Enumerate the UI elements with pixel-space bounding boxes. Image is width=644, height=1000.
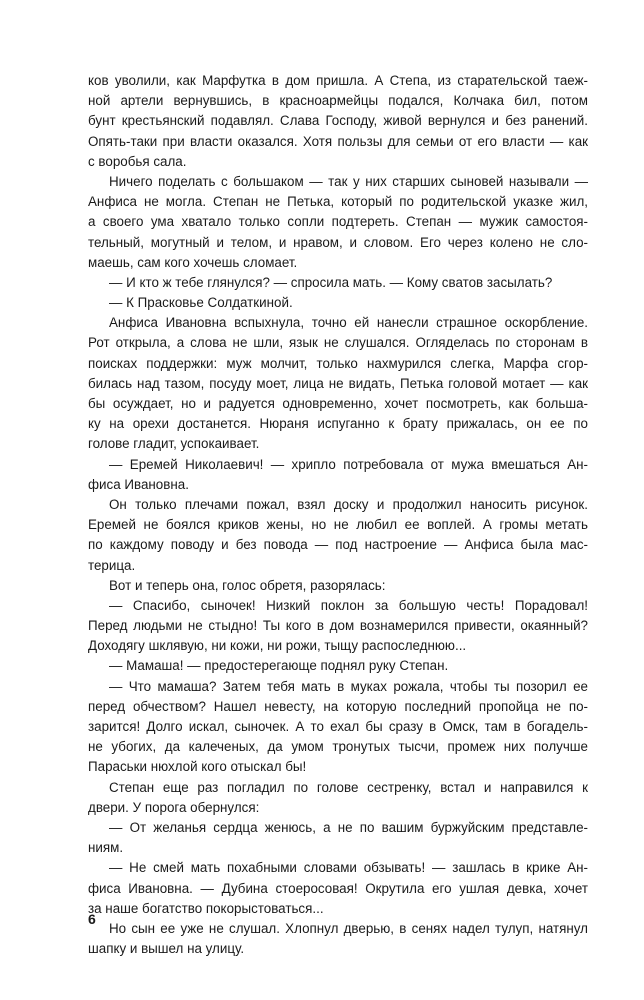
text-line: ниям. <box>88 840 124 856</box>
text-line: — К Прасковье Солдаткиной. <box>109 295 293 311</box>
text-line: Рот открыла, а слова не шли, язык не слушался. Огляделась по сторонам в <box>88 335 588 351</box>
text-line: — Не смей мать похабными словами обзывать! — зашлась в крике Ан- <box>109 860 588 876</box>
text-line: а своего ума хватало только сопли подтереть. Степан — мужик самостоя- <box>88 214 588 230</box>
text-line: ков уволили, как Марфутка в дом пришла. А Степа, из старательской таеж- <box>88 73 588 88</box>
text-line: Вот и теперь она, голос обретя, разорялась: <box>109 577 386 593</box>
text-line: — Спасибо, сыночек! Низкий поклон за большую честь! Порадовал! <box>109 597 588 613</box>
text-line: поисках поддержки: муж молчит, только нахмурился слегка, Марфа сгор- <box>88 355 588 371</box>
text-line: по каждому поводу и без повода — под настроение — Анфиса была мас- <box>88 537 588 553</box>
text-line: Опять-таки при власти оказался. Хотя пользы для семьи от его власти — как <box>88 133 588 149</box>
text-line: Доходягу шклявую, ни кожи, ни рожи, тыщу распоследнюю... <box>88 638 467 654</box>
text-line: маешь, сам кого хочешь сломает. <box>88 254 298 270</box>
text-line: за наше богатство покорыстоваться... <box>88 900 324 916</box>
text-line: голове гладит, успокаивает. <box>88 436 260 452</box>
page-body <box>88 71 588 959</box>
text-line: Степан еще раз погладил по голове сестренку, встал и направился к <box>109 779 588 795</box>
text-line: — Что мамаша? Затем тебя мать в муках рожала, чтобы ты позорил ее <box>109 678 588 694</box>
text-line: фиса Ивановна. — Дубина стоеросовая! Окрутила его ушлая девка, хочет <box>88 880 588 896</box>
text-line: Еремей не боялся криков жены, но не любил ее воплей. А громы метать <box>88 517 588 533</box>
text-line: не убогих, да калеченых, да умом тронутых тысчи, промеж них получше <box>88 739 588 755</box>
text-line: Анфиса не могла. Степан не Петька, который по родительской указке жил, <box>88 194 588 210</box>
text-line: Но сын ее уже не слушал. Хлопнул дверью, в сенях надел тулуп, натянул <box>109 920 588 936</box>
text-line: перед обчеством? Нашел невесту, на которую последний пропойца не по- <box>88 698 588 714</box>
text-line: билась над тазом, посуду моет, лица не видать, Петька головой мотает — как <box>88 375 588 391</box>
text-line: бунт крестьянский подавлял. Слава Господу, живой вернулся и без ранений. <box>88 113 588 129</box>
page-number: 6 <box>88 911 96 927</box>
text-line: — От желанья сердца женюсь, а не по вашим буржуйским представле- <box>109 819 588 835</box>
text-line: бы осуждает, но и радуется одновременно, хочет посмотреть, как больша- <box>88 396 588 411</box>
text-line: — Еремей Николаевич! — хрипло потребовала от мужа вмешаться Ан- <box>109 456 588 472</box>
text-line: Анфиса Ивановна вспыхнула, точно ей нанесли страшное оскорбление. <box>109 315 588 331</box>
text-line: тельный, могутный и телом, и нравом, и словом. Его через колено не сло- <box>88 234 588 250</box>
text-line: с воробья сала. <box>88 153 187 169</box>
text-line: Ничего поделать с большаком — так у них старших сыновей называли — <box>109 173 588 189</box>
text-line: фиса Ивановна. <box>88 476 189 492</box>
text-line: терица. <box>88 557 136 573</box>
text-line: шапку и вышел на улицу. <box>88 941 245 957</box>
text-line: ку на орехи достанется. Нюраня испуганно к брату прижалась, он ее по <box>88 416 588 432</box>
text-line: Он только плечами пожал, взял доску и продолжил наносить рисунок. <box>109 496 588 512</box>
text-line: — Мамаша! — предостерегающе поднял руку Степан. <box>109 658 449 674</box>
text-line: — И кто ж тебе глянулся? — спросила мать. — Кому сватов засылать? <box>109 274 553 290</box>
text-line: Перед людьми не стыдно! Ты кого в дом вознамерился привести, окаянный? <box>88 618 588 634</box>
text-line: двери. У порога обернулся: <box>88 799 260 815</box>
text-line: Параськи нюхлой кого отыскал бы! <box>88 759 307 775</box>
text-line: зарится! Долго искал, сыночек. А то ехал бы сразу в Омск, там в богадель- <box>88 719 588 734</box>
text-line: ной артели вернувшись, в красноармейцы подался, Колчака бил, потом <box>88 93 588 109</box>
